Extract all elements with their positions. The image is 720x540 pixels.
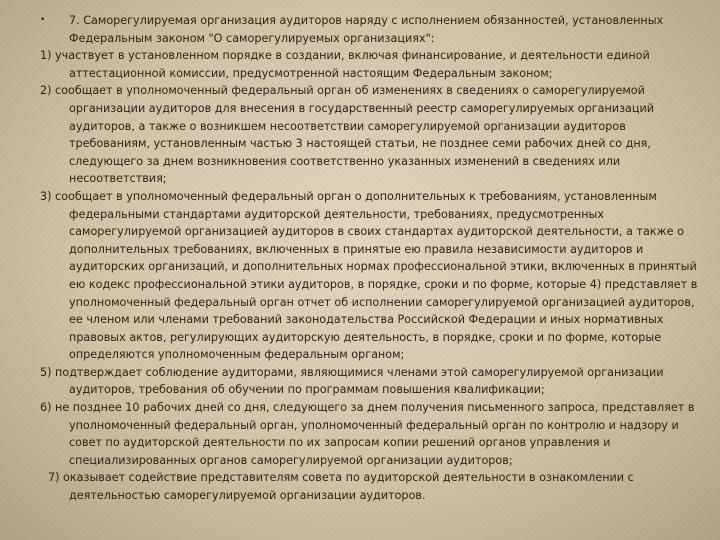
- paragraph-intro: [40, 12, 700, 47]
- bullet-icon: •: [40, 15, 46, 25]
- paragraph-item-7: 7) оказывает содействие представителям совета по аудиторской деятельности в ознакомлении с деятельностью саморегулируемой организации аудиторов.: [48, 471, 634, 503]
- paragraph-item-1: 1) участвует в установленном порядке в создании, включая финансирование, и деятельности единой аттестационной комиссии, предусмотренной настоящим Федеральным законом;: [40, 49, 650, 80]
- slide-text-body: [40, 12, 700, 505]
- paragraph-item-5: 5) подтверждает соблюдение аудиторами, являющимися членами этой саморегулируемой организации аудиторов, требования об обучении по программам повышения квалификации;: [40, 365, 664, 397]
- paragraph-item-6: 6) не позднее 10 рабочих дней со дня, следующего за днем получения письменного запроса, представляет в уполномоченный федеральный орган, уполномоченный федеральный орган по контролю и надзору и совет по аудиторской деятельности по их запросам копии решений органов управления и специализированных органов саморегулируемой организации аудиторов;: [40, 401, 695, 467]
- paragraph-item-3: 3) сообщает в уполномоченный федеральный орган о дополнительных к требованиям, установленным федеральными стандартами аудиторской деятельности, требованиях, предусмотренных саморегулируемой организацией аудиторов в своих стандартах аудиторской деятельности, а также о дополнительных требованиях, включенных в принятые ею правила независимости аудиторов и аудиторских организаций, и дополнительных нормах профессиональной этики, включенных в принятый ею кодекс профессиональной этики аудиторов, в порядке, сроки и по форме, которые 4) представляет в уполномоченный федеральный орган отчет об исполнении саморегулируемой организацией аудиторов, ее членом или членами требований законодательства Российской Федерации и иных нормативных правовых актов, регулирующих аудиторскую деятельность, в порядке, сроки и по форме, которые определяются уполномоченным федеральным органом;: [40, 189, 698, 362]
- paragraph-item-2: 2) сообщает в уполномоченный федеральный орган об изменениях в сведениях о саморегулируемой организации аудиторов для внесения в государственный реестр саморегулируемых организаций аудиторов, а также о возникшем несоответствии саморегулируемой организации аудиторов требованиям, установленным частью 3 настоящей статьи, не позднее семи рабочих дней со дня, следующего за днем возникновения соответственно указанных изменений в сведениях или несоответствия;: [40, 84, 655, 186]
- paragraph-text: 7. Саморегулируемая организация аудиторов наряду с исполнением обязанностей, установленных Федеральным законом "О саморегулируемых организациях":: [69, 14, 664, 45]
